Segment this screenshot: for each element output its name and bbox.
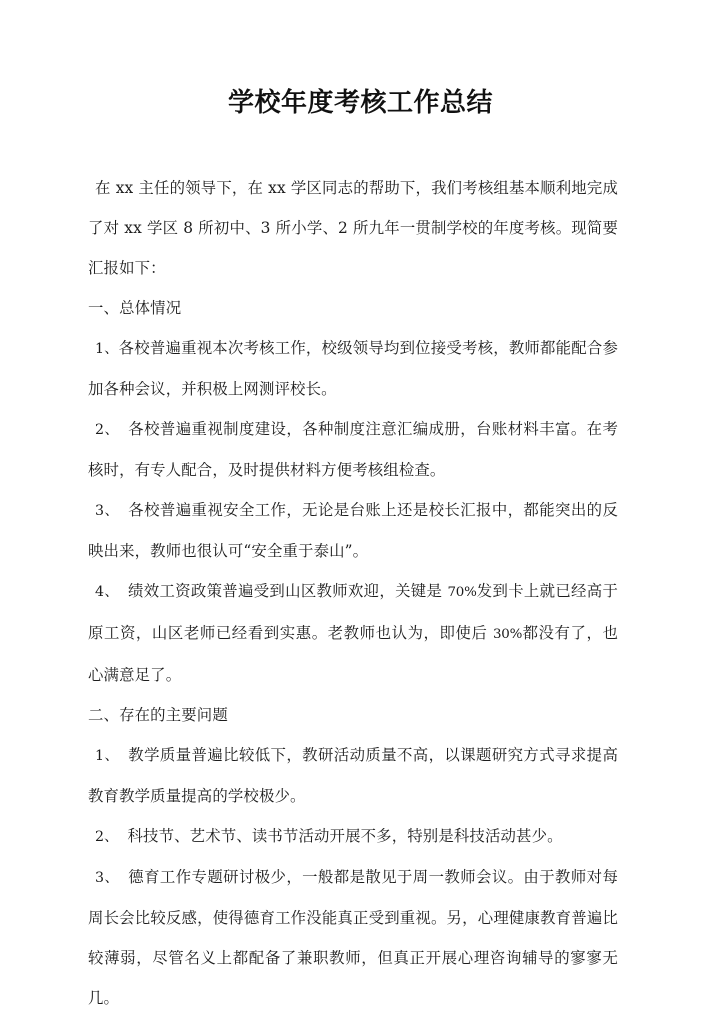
list-marker: 2、 — [95, 422, 120, 438]
list-marker: 1、 — [95, 748, 120, 764]
paragraph-intro — [88, 168, 618, 288]
list-item-text-after-percents: 都没有了，也心满意足了。 — [88, 624, 618, 684]
page-title: 学校年度考核工作总结 — [227, 88, 493, 118]
list-item-text: 教学质量普遍比较低下，教研活动质量不高，以课题研究方式寻求提高教育教学质量提高的学校极少。 — [88, 746, 618, 805]
list-item-text: 各校普遍重视本次考核工作，校级领导均到位接受考核，教师都能配合参加各种会议，并积极上网测评校长。 — [88, 339, 618, 398]
document-body — [88, 168, 618, 1018]
list-marker: 4、 — [95, 584, 119, 600]
section-heading-problems — [88, 695, 618, 735]
list-item-text: 德育工作专题研讨极少，一般都是散见于周一教师会议。由于教师对每周长会比较反感，使得德育工作没能真正受到重视。另，心理健康教育普遍比较薄弱，尽管名义上都配备了兼职教师，但真正开展心理咨询辅导的寥寥无几。 — [88, 868, 618, 1007]
percentage-value-30: 30% — [492, 627, 523, 642]
paragraph-text: 在 xx 主任的领导下，在 xx 学区同志的帮助下，我们考核组基本顺利地完成了对 xx 学区 8 所初中、3 所小学、2 所九年一贯制学校的年度考核。现简要汇报如下： — [88, 179, 618, 277]
list-item-text-between-percents: 发到卡上就已经高于原工资，山区老师已经看到实惠。老教师也认为，即使后 — [88, 582, 618, 642]
percentage-value-70: 70% — [447, 585, 477, 600]
list-marker: 1、 — [95, 341, 119, 357]
list-marker: 3、 — [95, 870, 120, 886]
list-item-overview-3 — [88, 490, 618, 571]
list-item-text: 各校普遍重视安全工作，无论是台账上还是校长汇报中，都能突出的反映出来，教师也很认可“安全重于泰山”。 — [88, 501, 618, 560]
list-item-overview-2 — [88, 409, 618, 490]
heading-text: 二、存在的主要问题 — [88, 706, 228, 724]
section-heading-overview — [88, 288, 618, 328]
list-item-text-before-first-percent: 绩效工资政策普遍受到山区教师欢迎，关键是 — [127, 582, 448, 600]
list-item-overview-1 — [88, 328, 618, 409]
list-marker: 2、 — [95, 829, 119, 845]
list-marker: 3、 — [95, 503, 120, 519]
list-item-problems-2 — [88, 816, 618, 857]
list-item-text: 各校普遍重视制度建设，各种制度注意汇编成册，台账材料丰富。在考核时，有专人配合，及时提供材料方便考核组检查。 — [88, 420, 618, 479]
list-item-problems-3 — [88, 857, 618, 1018]
list-item-overview-4 — [88, 571, 618, 695]
list-item-text: 科技节、艺术节、读书节活动开展不多，特别是科技活动甚少。 — [127, 827, 563, 845]
list-item-problems-1 — [88, 735, 618, 816]
heading-text: 一、总体情况 — [88, 299, 182, 317]
